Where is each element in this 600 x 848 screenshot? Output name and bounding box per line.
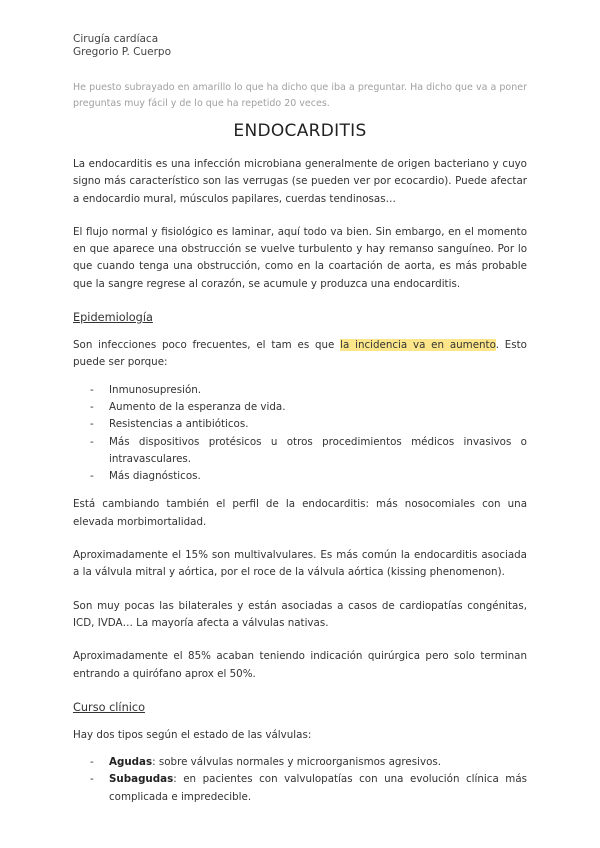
page-header <box>73 33 171 59</box>
list-item: - Más dispositivos protésicos u otros procedimientos médicos invasivos o intravasculares. <box>73 434 527 469</box>
type-term: Subagudas <box>109 773 174 786</box>
type-term: Agudas <box>109 756 153 769</box>
list-item: - Más diagnósticos. <box>73 468 527 485</box>
highlighted-text: la incidencia va en aumento <box>340 339 496 352</box>
section-heading-clinical: Curso clínico <box>73 700 145 714</box>
main-content <box>73 156 527 817</box>
reasons-list <box>73 382 527 486</box>
intro-paragraph: El flujo normal y fisiológico es laminar, aquí todo va bien. Sin embargo, en el momento en que aparece una obstrucción se vuelve turbulento y hay remanso sanguíneo. Por lo que cuando tenga una obstrucción, como en la coartación de aorta, es más probable que la sangre regrese al corazón, se acumule y produzca una endocarditis. <box>73 225 527 290</box>
author-note: He puesto subrayado en amarillo lo que ha dicho que iba a preguntar. Ha dicho que va a poner preguntas muy fácil y de lo que ha repetido 20 veces. <box>73 82 527 109</box>
epidemiology-lead <box>73 337 527 372</box>
type-description: : sobre válvulas normales y microorganismos agresivos. <box>152 756 442 769</box>
list-item: - Aumento de la esperanza de vida. <box>73 399 527 416</box>
page-title: ENDOCARDITIS <box>233 121 367 141</box>
list-item: - Resistencias a antibióticos. <box>73 416 527 433</box>
intro-paragraph: La endocarditis es una infección microbiana generalmente de origen bacteriano y cuyo signo más característico son las verrugas (se pueden ver por ecocardio). Puede afectar a endocardio mural, músculos papilares, cuerdas tendinosas… <box>73 158 527 205</box>
header-hospital: Gregorio P. Cuerpo <box>73 46 171 58</box>
epidemiology-paragraph: Aproximadamente el 85% acaban teniendo indicación quirúrgica pero solo terminan entrando a quirófano aprox el 50%. <box>73 650 527 680</box>
type-description: : en pacientes con valvulopatías con una evolución clínica más complicada e impredecible. <box>109 773 527 803</box>
types-list <box>73 754 527 806</box>
section-heading-epidemiology: Epidemiología <box>73 311 153 325</box>
epidemiology-paragraph: Aproximadamente el 15% son multivalvulares. Es más común la endocarditis asociada a la válvula mitral y aórtica, por el roce de la válvula aórtica (kissing phenomenon). <box>73 549 527 579</box>
epidemiology-paragraph: Son muy pocas las bilaterales y están asociadas a casos de cardiopatías congénitas, ICD, IVDA… La mayoría afecta a válvulas nativas. <box>73 599 527 629</box>
list-item: - Inmunosupresión. <box>73 382 527 399</box>
header-course: Cirugía cardíaca <box>73 33 159 45</box>
lead-text: Son infecciones poco frecuentes, el tam es que <box>73 339 341 352</box>
list-item <box>73 771 527 806</box>
list-item <box>73 754 527 771</box>
epidemiology-paragraph: Está cambiando también el perfil de la endocarditis: más nosocomiales con una elevada morbimortalidad. <box>73 498 527 528</box>
lead-text: . Esto puede ser porque: <box>73 339 527 369</box>
clinical-lead: Hay dos tipos según el estado de las válvulas: <box>73 728 312 741</box>
